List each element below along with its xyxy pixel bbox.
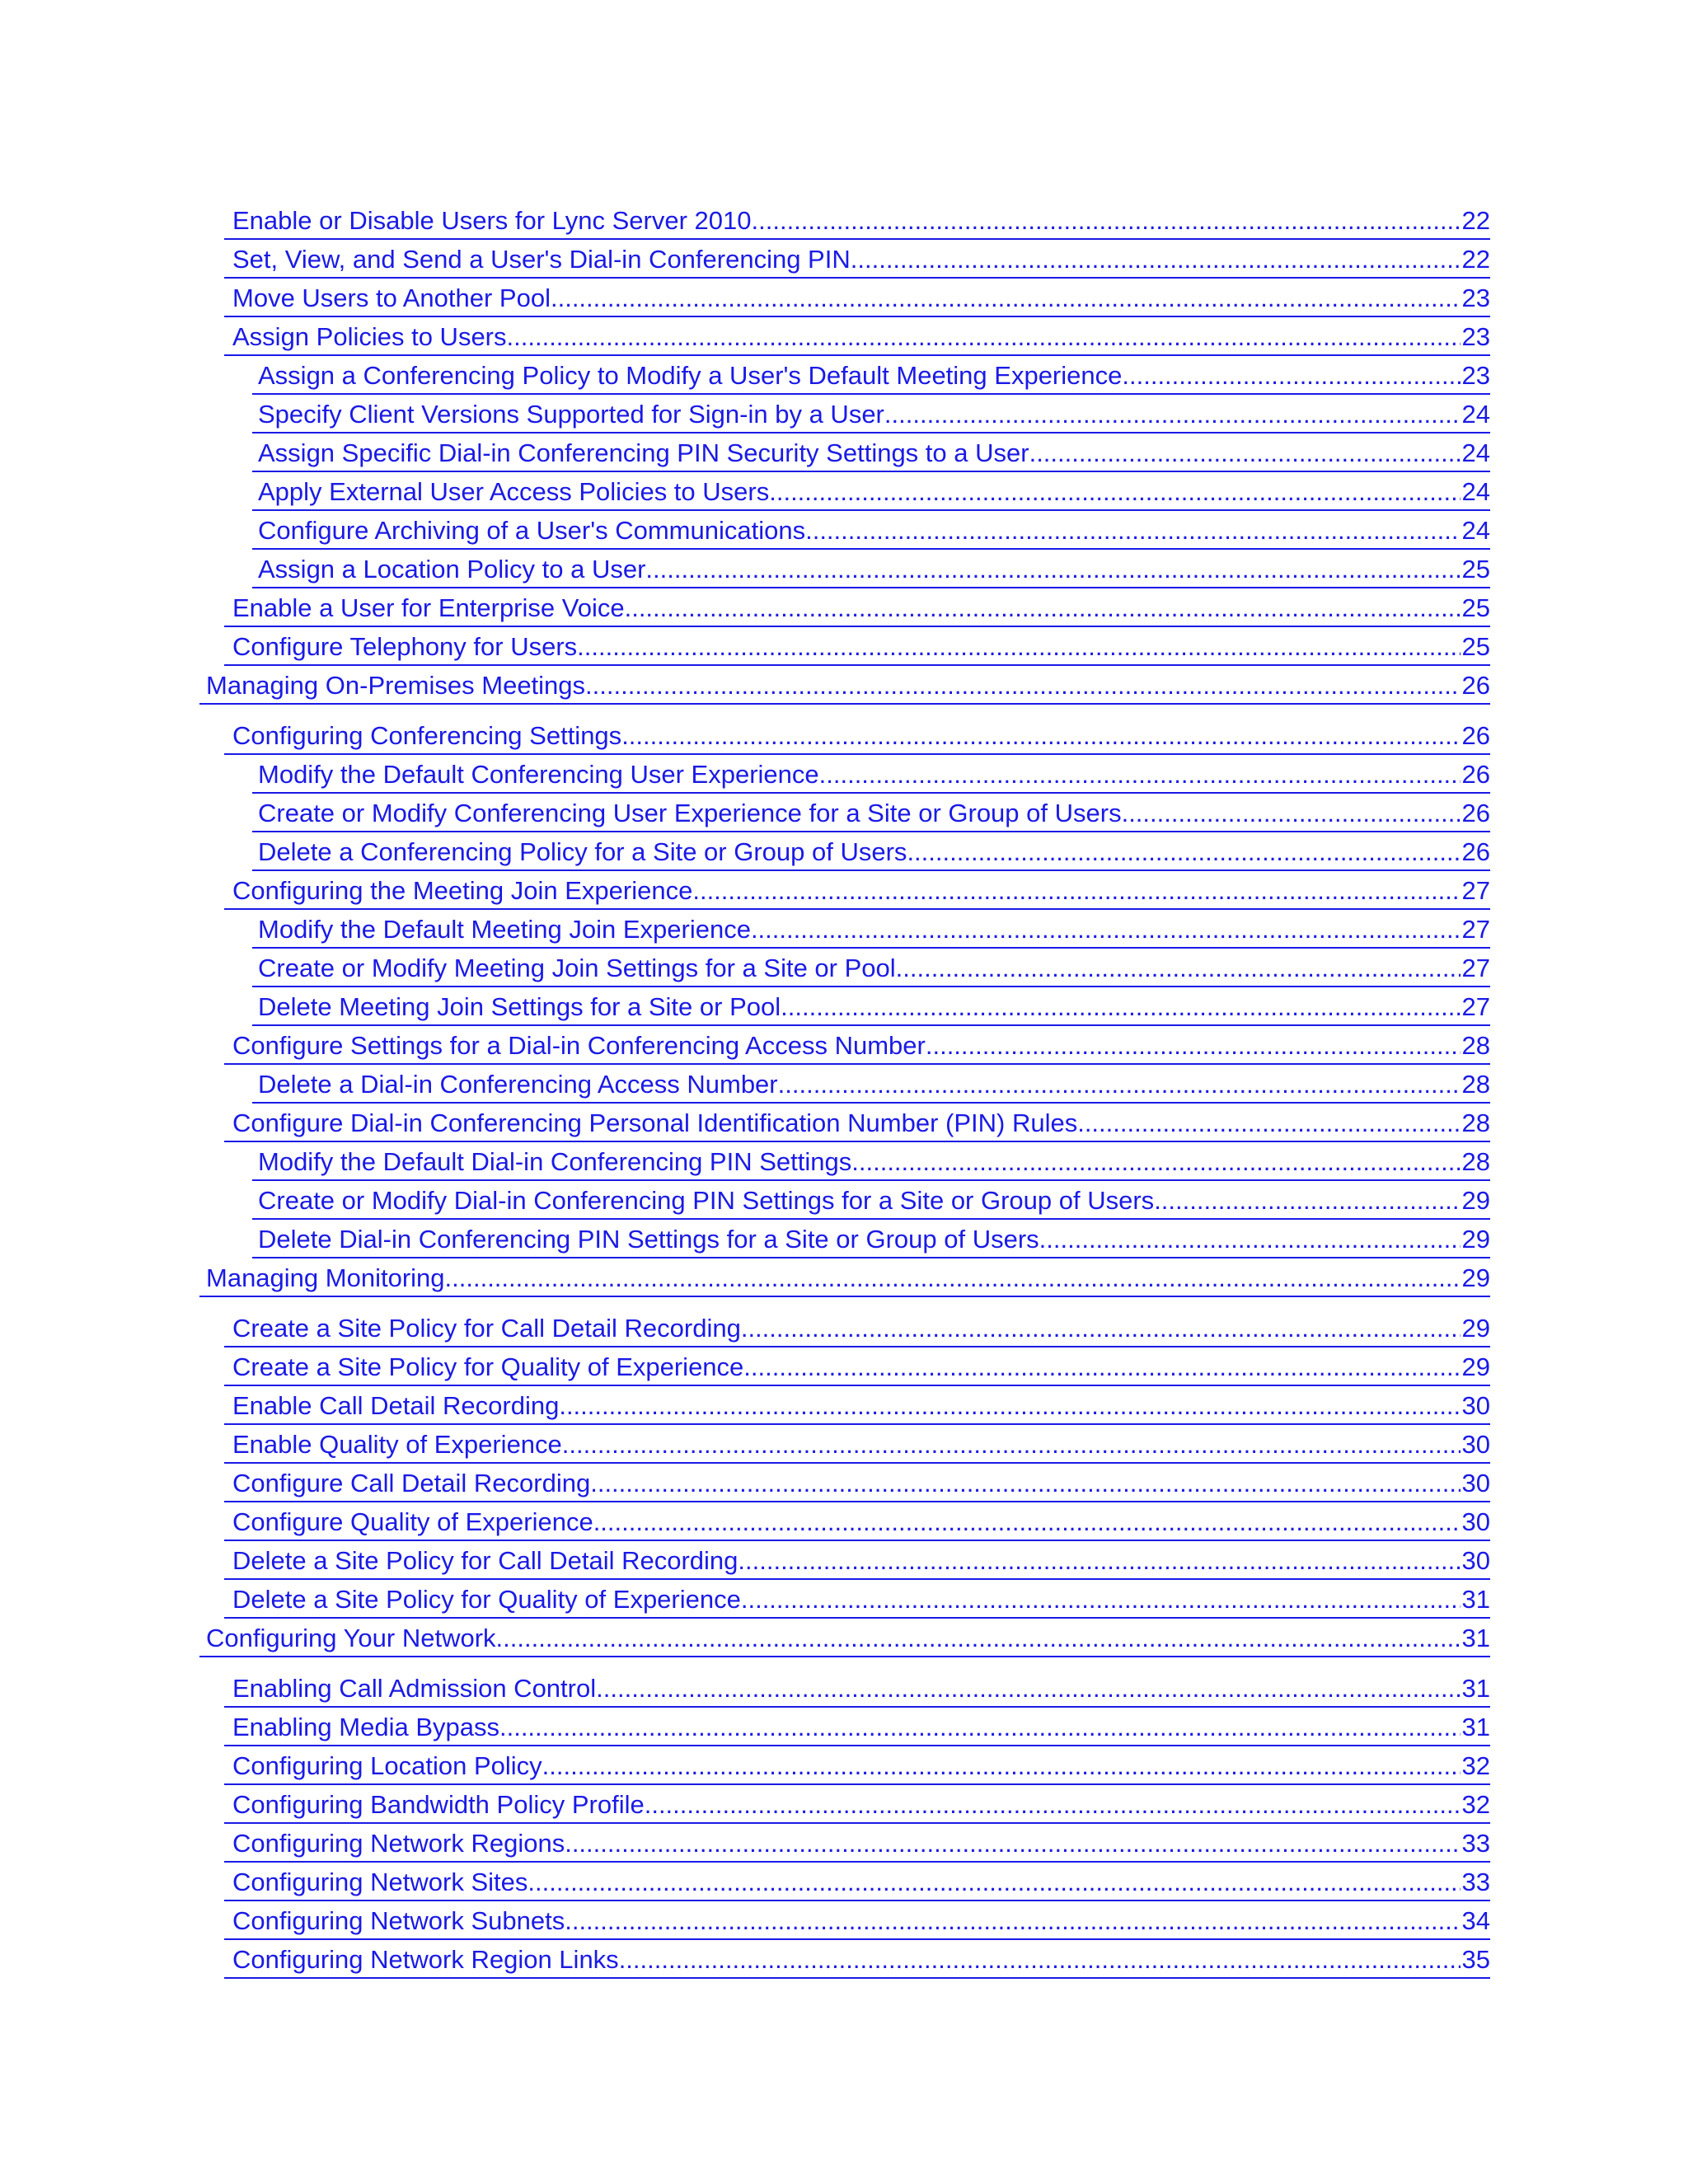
toc-entry-title: Configure Quality of Experience [232, 1507, 593, 1536]
toc-entry-title: Set, View, and Send a User's Dial-in Conferencing PIN [232, 245, 851, 274]
toc-entry[interactable] [199, 666, 1490, 705]
toc-entry-title: Configuring Location Policy [232, 1751, 542, 1780]
toc-entry[interactable] [224, 1785, 1490, 1824]
toc-entry-title: Move Users to Another Pool [232, 284, 551, 312]
toc-entry-page-number: 29 [1461, 1186, 1490, 1215]
toc-entry-page-number: 24 [1461, 516, 1490, 545]
toc-entry[interactable] [224, 1104, 1490, 1142]
toc-entry-title: Enabling Media Bypass [232, 1713, 499, 1741]
toc-entry-page-number: 28 [1461, 1070, 1490, 1099]
toc-entry-title: Modify the Default Conferencing User Experience [258, 760, 819, 789]
dot-leader [565, 1906, 1460, 1936]
toc-entry-page-number: 33 [1461, 1829, 1490, 1858]
dot-leader [851, 245, 1461, 274]
dot-leader [645, 555, 1460, 584]
toc-entry-page-number: 22 [1461, 206, 1490, 235]
toc-entry-title: Apply External User Access Policies to Users [258, 477, 770, 506]
toc-entry-page-number: 29 [1461, 1352, 1490, 1381]
toc-entry-page-number: 30 [1461, 1391, 1490, 1420]
toc-entry[interactable] [252, 356, 1490, 395]
toc-entry-page-number: 25 [1461, 632, 1490, 661]
toc-entry-page-number: 31 [1461, 1674, 1490, 1703]
toc-entry-page-number: 34 [1461, 1906, 1490, 1935]
toc-entry-page-number: 30 [1461, 1469, 1490, 1497]
toc-entry-page-number: 28 [1461, 1031, 1490, 1060]
toc-entry-page-number: 29 [1461, 1263, 1490, 1292]
toc-entry[interactable] [224, 871, 1490, 910]
toc-entry-page-number: 26 [1461, 760, 1490, 789]
toc-entry[interactable] [252, 949, 1490, 987]
toc-entry-title: Assign a Conferencing Policy to Modify a User's Default Meeting Experience [258, 361, 1123, 390]
dot-leader [743, 1352, 1460, 1382]
toc-entry-title: Enable or Disable Users for Lync Server 2010 [232, 206, 752, 235]
dot-leader [769, 477, 1460, 507]
toc-entry-title: Assign a Location Policy to a User [258, 555, 646, 583]
dot-leader [551, 284, 1461, 313]
toc-entry-page-number: 22 [1461, 245, 1490, 274]
toc-entry-title: Configuring Network Region Links [232, 1945, 619, 1974]
toc-entry[interactable] [252, 1142, 1490, 1181]
toc-entry-page-number: 31 [1461, 1585, 1490, 1614]
toc-entry-page-number: 27 [1461, 954, 1490, 982]
dot-leader [781, 992, 1460, 1022]
toc-entry-title: Assign Policies to Users [232, 322, 507, 351]
dot-leader [577, 632, 1460, 662]
toc-entry-title: Delete Dial-in Conferencing PIN Settings for a Site or Group of Users [258, 1225, 1039, 1254]
toc-entry[interactable] [252, 550, 1490, 588]
toc-entry[interactable] [252, 832, 1490, 871]
dot-leader [625, 593, 1461, 623]
toc-entry[interactable] [224, 1901, 1490, 1940]
dot-leader [499, 1713, 1461, 1742]
toc-entry-page-number: 31 [1461, 1624, 1490, 1652]
toc-entry[interactable] [224, 1026, 1490, 1065]
toc-entry-title: Configure Telephony for Users [232, 632, 578, 661]
toc-entry-title: Configuring Conferencing Settings [232, 721, 622, 750]
toc-entry[interactable] [224, 1746, 1490, 1785]
toc-entry-page-number: 26 [1461, 837, 1490, 866]
toc-entry[interactable] [252, 395, 1490, 434]
dot-leader [559, 1391, 1460, 1421]
toc-entry-page-number: 35 [1461, 1945, 1490, 1974]
dot-leader [565, 1829, 1460, 1858]
dot-leader [619, 1945, 1461, 1975]
toc-entry-title: Create a Site Policy for Quality of Experience [232, 1352, 744, 1381]
toc-entry[interactable] [252, 511, 1490, 550]
dot-leader [445, 1263, 1461, 1293]
toc-entry-title: Configure Archiving of a User's Communications [258, 516, 806, 545]
toc-entry[interactable] [252, 1220, 1490, 1258]
toc-entry-page-number: 25 [1461, 593, 1490, 622]
toc-entry-page-number: 27 [1461, 992, 1490, 1021]
toc-entry-page-number: 30 [1461, 1507, 1490, 1536]
toc-entry-page-number: 28 [1461, 1108, 1490, 1137]
dot-leader [585, 671, 1460, 701]
dot-leader [1039, 1225, 1461, 1254]
toc-entry-title: Modify the Default Dial-in Conferencing PIN Settings [258, 1147, 852, 1176]
toc-entry[interactable] [224, 317, 1490, 356]
toc-entry[interactable] [252, 1065, 1490, 1104]
toc-entry-title: Configure Settings for a Dial-in Conferencing Access Number [232, 1031, 926, 1060]
toc-entry-page-number: 24 [1461, 438, 1490, 467]
dot-leader [593, 1507, 1461, 1537]
toc-entry[interactable] [199, 1619, 1490, 1657]
toc-entry[interactable] [224, 240, 1490, 279]
toc-entry-title: Configuring Bandwidth Policy Profile [232, 1790, 645, 1819]
toc-entry[interactable] [252, 1181, 1490, 1220]
table-of-contents [0, 201, 1688, 1979]
toc-entry[interactable] [224, 1425, 1490, 1464]
dot-leader [819, 760, 1461, 790]
dot-leader [926, 1031, 1461, 1061]
toc-entry-title: Create or Modify Meeting Join Settings for a Site or Pool [258, 954, 896, 982]
dot-leader [596, 1674, 1460, 1704]
dot-leader [562, 1430, 1461, 1460]
toc-entry-page-number: 32 [1461, 1790, 1490, 1819]
dot-leader [542, 1751, 1461, 1781]
dot-leader [741, 1314, 1461, 1343]
toc-entry-page-number: 23 [1461, 361, 1490, 390]
toc-entry[interactable] [224, 716, 1490, 755]
toc-entry-page-number: 30 [1461, 1546, 1490, 1575]
toc-entry-page-number: 25 [1461, 555, 1490, 583]
toc-entry-page-number: 23 [1461, 322, 1490, 351]
toc-entry[interactable] [224, 1309, 1490, 1347]
toc-entry-title: Delete a Dial-in Conferencing Access Number [258, 1070, 778, 1099]
toc-entry[interactable] [252, 987, 1490, 1026]
toc-entry-title: Configuring Network Subnets [232, 1906, 565, 1935]
dot-leader [621, 721, 1460, 751]
toc-entry[interactable] [252, 755, 1490, 794]
dot-leader [692, 876, 1460, 906]
toc-entry[interactable] [224, 1464, 1490, 1502]
toc-entry-page-number: 24 [1461, 477, 1490, 506]
dot-leader [496, 1624, 1461, 1653]
toc-entry[interactable] [252, 434, 1490, 472]
toc-entry-title: Configuring Network Regions [232, 1829, 565, 1858]
toc-entry-page-number: 33 [1461, 1868, 1490, 1896]
toc-entry-page-number: 30 [1461, 1430, 1490, 1459]
toc-entry[interactable] [224, 1863, 1490, 1901]
toc-entry-title: Configure Dial-in Conferencing Personal Identification Number (PIN) Rules [232, 1108, 1078, 1137]
toc-entry-title: Create or Modify Conferencing User Experience for a Site or Group of Users [258, 799, 1122, 827]
toc-entry[interactable] [224, 1580, 1490, 1619]
toc-entry-title: Delete a Site Policy for Call Detail Recording [232, 1546, 738, 1575]
toc-entry-page-number: 24 [1461, 400, 1490, 429]
toc-entry-title: Delete Meeting Join Settings for a Site or Pool [258, 992, 781, 1021]
toc-entry-page-number: 32 [1461, 1751, 1490, 1780]
toc-entry-page-number: 26 [1461, 799, 1490, 827]
dot-leader [752, 206, 1461, 236]
toc-entry-page-number: 27 [1461, 915, 1490, 944]
dot-leader [1154, 1186, 1460, 1216]
toc-entry-title: Modify the Default Meeting Join Experience [258, 915, 751, 944]
toc-entry-title: Managing On-Premises Meetings [206, 671, 586, 700]
dot-leader [1077, 1108, 1460, 1138]
toc-entry-title: Specify Client Versions Supported for Sign-in by a User [258, 400, 884, 429]
toc-entry-title: Delete a Site Policy for Quality of Experience [232, 1585, 741, 1614]
toc-entry[interactable] [224, 1669, 1490, 1708]
toc-entry-title: Configuring Network Sites [232, 1868, 528, 1896]
toc-entry-page-number: 28 [1461, 1147, 1490, 1176]
toc-entry[interactable] [224, 588, 1490, 627]
toc-entry-title: Configuring Your Network [206, 1624, 496, 1652]
dot-leader [805, 516, 1460, 546]
dot-leader [507, 322, 1461, 352]
toc-entry-title: Assign Specific Dial-in Conferencing PIN Security Settings to a User [258, 438, 1029, 467]
dot-leader [1122, 361, 1460, 391]
toc-entry-page-number: 23 [1461, 284, 1490, 312]
toc-entry-page-number: 26 [1461, 671, 1490, 700]
toc-entry-title: Enabling Call Admission Control [232, 1674, 597, 1703]
dot-leader [590, 1469, 1460, 1498]
dot-leader [884, 400, 1461, 429]
toc-entry-page-number: 26 [1461, 721, 1490, 750]
toc-entry[interactable] [224, 1502, 1490, 1541]
toc-entry[interactable] [252, 910, 1490, 949]
dot-leader [778, 1070, 1461, 1099]
toc-entry[interactable] [252, 794, 1490, 832]
dot-leader [528, 1868, 1460, 1897]
toc-entry-title: Managing Monitoring [206, 1263, 445, 1292]
toc-entry[interactable] [224, 1541, 1490, 1580]
dot-leader [1029, 438, 1461, 468]
toc-entry-page-number: 29 [1461, 1225, 1490, 1254]
dot-leader [1122, 799, 1461, 828]
toc-entry[interactable] [199, 1258, 1490, 1297]
toc-entry[interactable] [224, 1824, 1490, 1863]
toc-entry-page-number: 27 [1461, 876, 1490, 905]
toc-entry[interactable] [252, 472, 1490, 511]
toc-entry-title: Create or Modify Dial-in Conferencing PIN Settings for a Site or Group of Users [258, 1186, 1155, 1215]
toc-entry-page-number: 31 [1461, 1713, 1490, 1741]
toc-entry[interactable] [224, 1347, 1490, 1386]
toc-entry[interactable] [224, 627, 1490, 666]
dot-leader [896, 954, 1461, 983]
toc-entry[interactable] [224, 279, 1490, 317]
toc-entry-title: Create a Site Policy for Call Detail Recording [232, 1314, 741, 1343]
dot-leader [751, 915, 1461, 944]
toc-entry[interactable] [224, 1708, 1490, 1746]
dot-leader [851, 1147, 1460, 1177]
toc-entry-title: Delete a Conferencing Policy for a Site or Group of Users [258, 837, 907, 866]
dot-leader [907, 837, 1460, 867]
toc-entry-title: Configure Call Detail Recording [232, 1469, 591, 1497]
toc-entry-title: Configuring the Meeting Join Experience [232, 876, 693, 905]
dot-leader [741, 1585, 1461, 1615]
toc-entry-page-number: 29 [1461, 1314, 1490, 1343]
dot-leader [738, 1546, 1460, 1576]
toc-entry[interactable] [224, 1386, 1490, 1425]
dot-leader [645, 1790, 1461, 1820]
toc-entry-title: Enable Quality of Experience [232, 1430, 562, 1459]
toc-entry-title: Enable Call Detail Recording [232, 1391, 560, 1420]
toc-entry-title: Enable a User for Enterprise Voice [232, 593, 625, 622]
toc-entry[interactable] [224, 1940, 1490, 1979]
toc-entry[interactable] [224, 201, 1490, 240]
